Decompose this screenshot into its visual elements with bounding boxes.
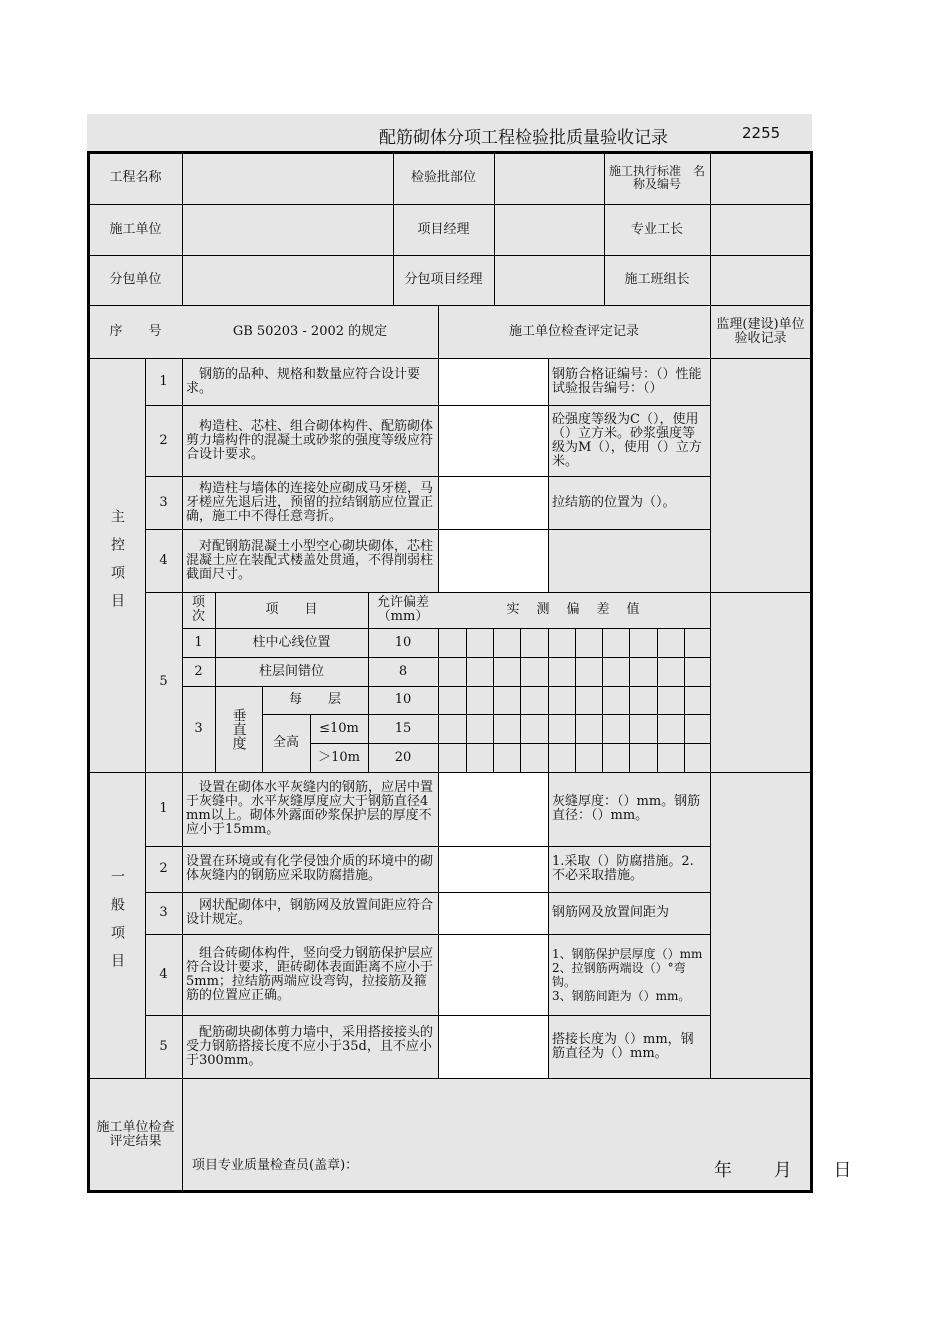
label-standard: 施工执行标准 名称及编号	[608, 164, 705, 191]
tol-row-name: 柱中心线位置	[252, 634, 331, 650]
main-item-no: 4	[159, 552, 168, 568]
rule	[548, 628, 549, 772]
page-title: 配筋砌体分项工程检验批质量验收记录	[379, 128, 668, 148]
rule	[466, 628, 467, 772]
general-item-text: 设置在砌体水平灰缝内的钢筋，应居中置于灰缝中。水平灰缝厚度应大于钢筋直径4mm以上。砌体外露面砂浆保护层的厚度不应小于15mm。	[186, 780, 434, 837]
label-supervision: 监理(建设)单位验收记录	[716, 316, 805, 346]
rule	[657, 628, 658, 772]
value-cell-bg	[710, 152, 811, 305]
rule	[710, 152, 711, 1078]
tol-row-name: 柱层间错位	[258, 663, 324, 679]
rule	[182, 152, 183, 305]
rule	[629, 628, 630, 772]
tol-row-no: 3	[194, 721, 203, 736]
main-item-record: 钢筋合格证编号：（）性能试验报告编号：（）	[552, 366, 702, 396]
label-sub-pm: 分包项目经理	[404, 272, 483, 287]
rule	[438, 772, 439, 1078]
tol-row-name: ≤10m	[319, 720, 359, 736]
main-item-record: 拉结筋的位置为（）。	[552, 494, 676, 510]
general-label: 一般项目	[109, 869, 125, 981]
rule	[520, 628, 521, 772]
general-item-no: 2	[159, 861, 168, 876]
frame-bottom	[87, 1190, 813, 1193]
tol-head-allow: 允许偏差（mm）	[376, 595, 429, 624]
inspector-label: 项目专业质量检查员(盖章)：	[192, 1158, 359, 1173]
date-field: 年 月 日	[714, 1160, 870, 1181]
tol-row-value: 20	[394, 749, 412, 765]
label-pm: 项目经理	[417, 221, 470, 237]
tol-row-no: 2	[194, 663, 203, 679]
label-seq: 序 号	[109, 323, 162, 339]
supervision-col-bg	[710, 358, 811, 1078]
tol-row-name: ＞10m	[318, 749, 360, 765]
rule	[602, 628, 603, 772]
label-foreman: 专业工长	[630, 221, 683, 237]
general-item-text: 设置在环境或有化学侵蚀介质的环境中的砌体灰缝内的钢筋应采取防腐措施。	[186, 854, 434, 883]
tol-row-value: 10	[394, 692, 412, 707]
general-item-record: 1.采取（）防腐措施。2.不必采取措施。	[552, 854, 694, 883]
main-item-record: 砼强度等级为C（），使用（）立方米。砂浆强度等级为M（），使用（）立方米。	[552, 411, 702, 469]
general-item-text: 组合砖砌体构件，竖向受力钢筋保护层应符合设计要求，距砖砌体表面距离不应小于5mm；拉结筋两端应设弯钩，拉接筋及箍筋的位置应正确。	[186, 945, 434, 1003]
label-check-record: 施工单位检查评定记录	[508, 323, 639, 339]
general-item-record: 搭接长度为（）mm，钢筋直径为（）mm。	[552, 1031, 694, 1061]
general-item-record: 灰缝厚度：（）mm。钢筋直径：（）mm。	[552, 794, 701, 823]
main-item-no: 5	[159, 674, 168, 689]
tol-row-value: 15	[394, 720, 412, 736]
tol-row-name: 全高	[272, 735, 299, 750]
main-item-record	[548, 529, 710, 592]
main-item-no: 3	[159, 494, 168, 510]
tol-head-measured: 实 测 偏 差 值	[506, 602, 642, 617]
main-control-label: 主控项目	[109, 509, 125, 621]
general-item-text: 配筋砌块砌体剪力墙中，采用搭接接头的受力钢筋搭接长度不应小于35d，且不应小于300mm。	[186, 1024, 434, 1068]
rule	[493, 628, 494, 772]
tol-row-name: 每 层	[288, 692, 341, 707]
title-bar	[87, 114, 812, 152]
label-batch-part: 检验批部位	[410, 170, 476, 185]
rule	[575, 628, 576, 772]
value-cell-bg	[494, 152, 604, 305]
main-item-text: 钢筋的品种、规格和数量应符合设计要求。	[186, 366, 421, 396]
tol-head-seq: 项次	[191, 595, 205, 624]
main-item-text: 构造柱、芯柱、组合砌体构件、配筋砌体剪力墙构件的混凝土或砂浆的强度等级应符合设计要求。	[186, 418, 434, 462]
tol-row-no: 1	[194, 634, 203, 650]
label-team-lead: 施工班组长	[624, 272, 690, 287]
form-code: 2255	[742, 124, 781, 142]
main-item-no: 2	[159, 432, 168, 448]
general-item-no: 3	[159, 905, 168, 920]
tol-row-value: 10	[394, 634, 412, 650]
label-project-name: 工程名称	[109, 170, 162, 185]
general-item-no: 4	[159, 966, 168, 982]
tol-row-value: 8	[398, 663, 408, 679]
main-item-no: 1	[159, 373, 168, 389]
label-subcontractor: 分包单位	[109, 272, 162, 287]
result-label: 施工单位检查评定结果	[96, 1120, 175, 1149]
tol-row-name: 垂直度	[230, 708, 247, 750]
rule	[684, 628, 685, 772]
rule	[89, 1078, 811, 1079]
rule	[438, 628, 439, 772]
general-item-record: 钢筋网及放置间距为	[552, 905, 670, 920]
rule	[494, 152, 495, 305]
general-item-no: 1	[159, 801, 168, 816]
general-item-no: 5	[159, 1038, 168, 1054]
main-item-text: 对配钢筋混凝土小型空心砌块砌体，芯柱混凝土应在装配式楼盖处贯通，不得削弱柱截面尺寸。	[186, 538, 434, 582]
tol-head-item: 项 目	[265, 602, 318, 617]
value-cell-bg	[182, 152, 393, 305]
general-item-text: 网状配砌体中，钢筋网及放置间距应符合设计规定。	[186, 898, 434, 927]
label-contractor: 施工单位	[109, 221, 162, 237]
general-item-record: 1、钢筋保护层厚度（）mm 2、拉钢筋两端设（）°弯钩。 3、钢筋间距为（）mm。	[552, 946, 703, 1003]
label-spec: GB 50203 - 2002 的规定	[232, 323, 388, 339]
main-item-text: 构造柱与墙体的连接处应砌成马牙槎，马牙槎应先退后进，预留的拉结钢筋应位置正确，施工中不得任意弯折。	[186, 480, 434, 524]
